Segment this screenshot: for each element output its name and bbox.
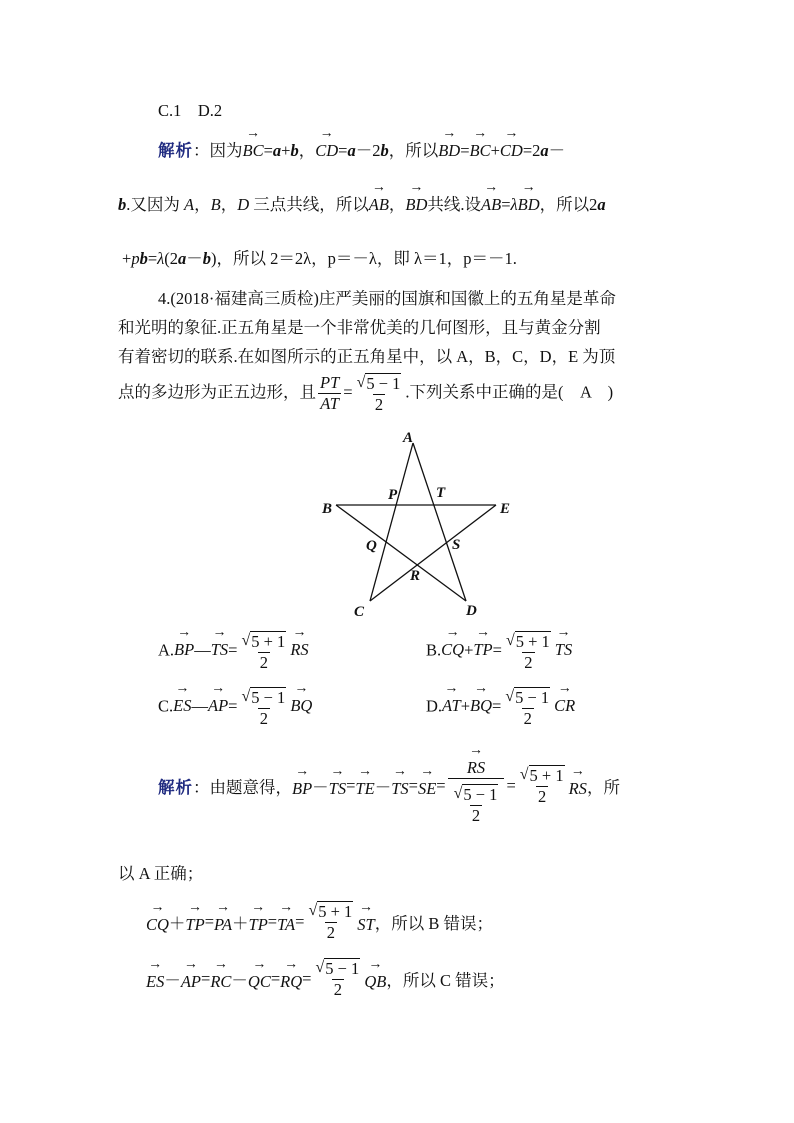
label-R: R xyxy=(410,568,421,584)
label-P: P xyxy=(388,487,398,503)
line-A-C xyxy=(370,443,413,601)
q4-line-1: 4.(2018·福建高三质检)庄严美丽的国旗和国徽上的五角星是革命 xyxy=(158,289,616,308)
label-S: S xyxy=(452,537,461,553)
option-D[interactable]: D.→ AT+→ BQ= √ 5 − 1 2 → CR xyxy=(426,686,575,729)
solution-line-C: → ES － → AP = → RC － → QC = → RQ = √ 5 − 1 2 → QB ，所以 C 错误； xyxy=(146,957,505,1000)
label-Q: Q xyxy=(366,538,377,554)
vector-BD: → BD xyxy=(438,134,460,161)
complex-fraction: → RS √ 5 − 1 2 xyxy=(448,745,505,826)
line-E-C xyxy=(370,505,496,601)
ratio-fraction: $\frac{PT}{AT}$ xyxy=(320,373,340,413)
options-line: C.1 D.2 xyxy=(158,101,223,120)
option-B[interactable]: B.→ CQ+→ TP= √ 5 + 1 2 → TS xyxy=(426,630,572,673)
q4-line-2: 和光明的象征.正五角星是一个非常优美的几何图形，且与黄金分割 xyxy=(118,318,601,337)
solution-line-2: 以 A 正确； xyxy=(118,864,204,883)
label-E: E xyxy=(500,501,511,517)
solution-label: 解析 xyxy=(158,777,193,797)
q4-line-3: 有着密切的联系.在如图所示的正五角星中，以 A，B，C，D，E 为顶 xyxy=(118,347,616,366)
label-A: A xyxy=(403,430,414,446)
analysis-line-3: +pb=λ(2a－b)，所以 2＝2λ，p＝－λ，即 λ＝1，p＝－1. xyxy=(122,249,517,268)
pentagram-figure xyxy=(300,425,530,620)
solution-line-B: → CQ ＋ → TP = → PA ＋ → TP = → TA = √ 5 + 1 2 → ST ，所以 B 错误； xyxy=(146,900,493,943)
label-B: B xyxy=(322,501,333,517)
analysis-line-1: 解析：因为→ BC=a+b，→ CD=a－2b，所以→ BD=→ BC+→ CD=2a－ xyxy=(158,134,565,161)
analysis-label: 解析 xyxy=(158,141,193,160)
analysis-line-2: b.又因为 A，B，D 三点共线，所以→ AB，→ BD共线.设→ AB=λ→ BD，所以2a xyxy=(118,188,606,215)
label-D: D xyxy=(466,603,477,619)
golden-ratio-fraction: √ 5 − 1 2 xyxy=(356,374,401,414)
label-C: C xyxy=(354,604,365,620)
vector-BC: → BC xyxy=(243,134,264,161)
line-A-D xyxy=(413,443,466,601)
answer: A xyxy=(580,382,592,402)
line-B-D xyxy=(336,505,466,601)
option-A[interactable]: A.→ BP—→ TS= √ 5 + 1 2 → RS xyxy=(158,630,309,673)
q4-line-4: 点的多边形为正五边形，且 $\frac{PT}{AT}$ = √ 5 − 1 2 .下列关系中正确的是( A ) xyxy=(118,373,614,414)
option-C[interactable]: C.→ ES—→ AP= √ 5 − 1 2 → BQ xyxy=(158,686,312,729)
solution-line-1: 解析 ：由题意得， → BP － → TS = → TE － → TS = → SE = → RS √ 5 − 1 2 = √ 5 + 1 2 → RS ，所 xyxy=(158,745,620,826)
label-T: T xyxy=(436,485,446,501)
vector-CD: → CD xyxy=(315,134,338,161)
